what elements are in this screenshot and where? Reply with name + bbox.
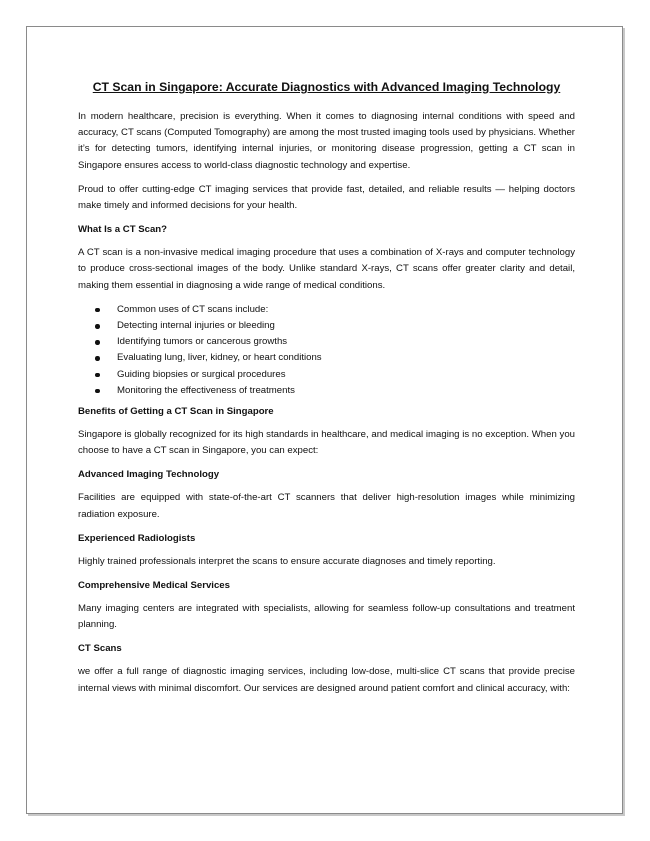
list-item xyxy=(78,302,575,318)
radiologists-paragraph: Highly trained professionals interpret the scans to ensure accurate diagnoses and timely reporting. xyxy=(78,555,496,567)
advanced-imaging-paragraph: Facilities are equipped with state-of-the-art CT scanners that deliver high-resolution images while minimizing radiation exposure. xyxy=(78,492,575,520)
ct-scans-heading: CT Scans xyxy=(78,643,122,655)
bullet-icon xyxy=(95,340,100,345)
uses-bullet-list xyxy=(78,302,575,399)
intro-paragraph-1: In modern healthcare, precision is everything. When it comes to diagnosing internal conditions with speed and accuracy, CT scans (Computed Tomography) are among the most trusted imaging tools used by physicians. Whether it’s for detecting tumors, identifying internal injuries, or monitoring disease progression, getting a CT scan in Singapore ensures access to world-class diagnostic technology and expertise. xyxy=(78,111,575,171)
document-content xyxy=(78,79,575,705)
bullet-icon xyxy=(95,356,100,361)
list-item-text: Guiding biopsies or surgical procedures xyxy=(117,368,286,380)
list-item xyxy=(78,383,575,399)
list-item-text: Monitoring the effectiveness of treatments xyxy=(117,384,295,396)
list-item-text: Common uses of CT scans include: xyxy=(117,303,269,315)
bullet-icon xyxy=(95,324,100,329)
radiologists-heading: Experienced Radiologists xyxy=(78,532,196,544)
list-item xyxy=(78,350,575,366)
benefits-paragraph: Singapore is globally recognized for its high standards in healthcare, and medical imaging is no exception. When you choose to have a CT scan in Singapore, you can expect: xyxy=(78,429,575,457)
benefits-heading: Benefits of Getting a CT Scan in Singapore xyxy=(78,406,274,418)
bullet-icon xyxy=(95,308,100,313)
list-item-text: Detecting internal injuries or bleeding xyxy=(117,320,275,332)
bullet-icon xyxy=(95,389,100,394)
advanced-imaging-heading: Advanced Imaging Technology xyxy=(78,469,220,481)
what-is-paragraph: A CT scan is a non-invasive medical imaging procedure that uses a combination of X-rays and computer technology to produce cross-sectional images of the body. Unlike standard X-rays, CT scans offer greater clarity and detail, making them essential in diagnosing a wide range of medical conditions. xyxy=(78,247,575,291)
ct-scans-paragraph: we offer a full range of diagnostic imaging services, including low-dose, multi-slice CT scans that provide precise internal views with minimal discomfort. Our services are designed around patient comfort and clinical accuracy, with: xyxy=(78,666,575,694)
list-item xyxy=(78,318,575,334)
list-item xyxy=(78,367,575,383)
intro-paragraph-2: Proud to offer cutting-edge CT imaging services that provide fast, detailed, and reliable results — helping doctors make timely and informed decisions for your health. xyxy=(78,183,575,212)
comprehensive-services-paragraph: Many imaging centers are integrated with specialists, allowing for seamless follow-up consultations and treatment planning. xyxy=(78,603,575,631)
list-item xyxy=(78,334,575,350)
document-page xyxy=(26,26,623,814)
bullet-icon xyxy=(95,373,100,378)
comprehensive-services-heading: Comprehensive Medical Services xyxy=(78,580,230,592)
list-item-text: Identifying tumors or cancerous growths xyxy=(117,336,288,348)
what-is-heading: What Is a CT Scan? xyxy=(78,224,168,236)
list-item-text: Evaluating lung, liver, kidney, or heart conditions xyxy=(117,352,322,364)
document-title: CT Scan in Singapore: Accurate Diagnostics with Advanced Imaging Technology xyxy=(92,80,561,94)
